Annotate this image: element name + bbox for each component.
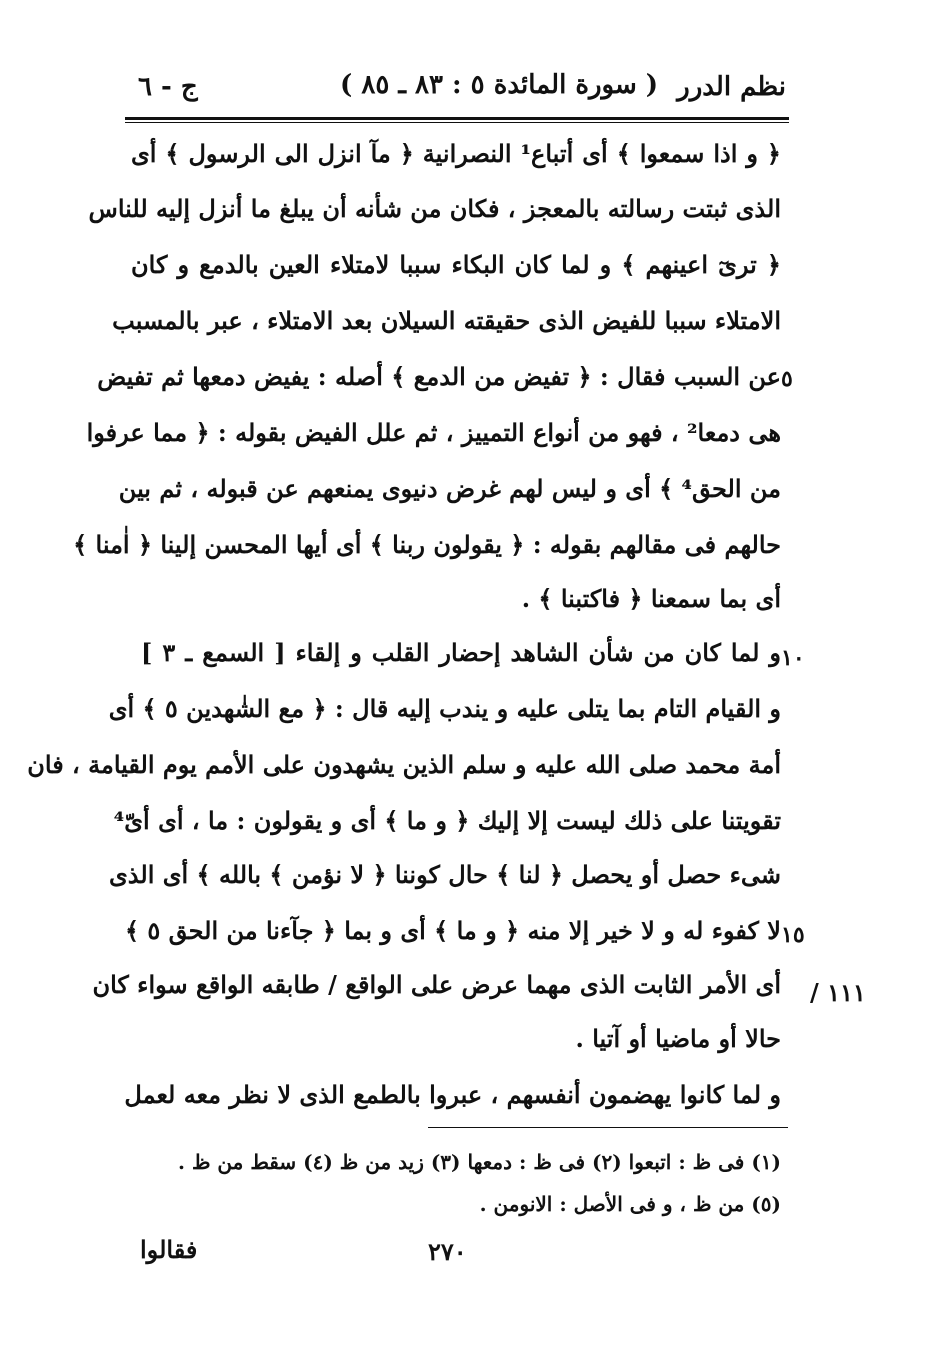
footnote-rule <box>428 1127 788 1128</box>
book-title: نظم الدرر <box>677 72 786 102</box>
text-line: ﴿ ترىٓ اعينهم ﴾ و لما كان البكاء سببا لامتلاء العين بالدمع و كان <box>131 250 781 279</box>
text-line: هى دمعا² ، فهو من أنواع التمييز ، ثم علل الفيض بقوله : ﴿ مما عرفوا <box>86 418 781 447</box>
text-line: حالا أو ماضيا أو آتيا . <box>575 1024 781 1053</box>
text-line: الذى ثبتت رسالته بالمعجز ، فكان من شأنه أن يبلغ ما أنزل إليه للناس <box>88 194 781 223</box>
text-line: و لما كانوا يهضمون أنفسهم ، عبروا بالطمع الذى لا نظر معه لعمل <box>124 1080 781 1109</box>
text-line: و لما كان من شأن الشاهد إحضار القلب و إلقاء [ السمع ـ ٣ ] <box>141 638 781 667</box>
text-line: لا كفوء له و لا خير إلا منه ﴿ و ما ﴾ أى و بما ﴿ جآءنا من الحق ٥ ﴾ <box>125 916 781 945</box>
footnote-line: (١) فى ظ : اتبعوا (٢) فى ظ : دمعها (٣) زيد من ظ (٤) سقط من ظ . <box>178 1150 781 1174</box>
text-line: عن السبب فقال : ﴿ تفيض من الدمع ﴾ أصله : يفيض دمعها ثم تفيض <box>97 362 781 391</box>
page-number: ٢٧٠ <box>428 1237 467 1266</box>
margin-folio-note: ١١١ / <box>810 978 866 1007</box>
volume-number: ج - ٦ <box>138 72 198 102</box>
header-rule-thin <box>125 122 789 123</box>
line-number: ١٥ <box>781 922 805 948</box>
text-line: شىء حصل أو يحصل ﴿ لنا ﴾ حال كوننا ﴿ لا نؤمن ﴾ بالله ﴾ أى الذى <box>109 860 781 889</box>
text-line: حالهم فى مقالهم بقوله : ﴿ يقولون ربنا ﴾ أى أيها المحسن إلينا ﴿ اٰمنا ﴾ <box>73 530 781 559</box>
text-line: أى الأمر الثابت الذى مهما عرض على الواقع / طابقه الواقع سواء كان <box>92 970 781 999</box>
text-line: و القيام التام بما يتلى عليه و يندب إليه قال : ﴿ مع الشٰهدين ٥ ﴾ أى <box>108 694 781 723</box>
line-number: ١٠ <box>781 645 805 671</box>
text-line: ﴿ و اذا سمعوا ﴾ أى أتباع¹ النصرانية ﴿ مآ انزل الى الرسول ﴾ أى <box>131 139 781 168</box>
text-line: تقويتنا على ذلك ليست إلا إليك ﴿ و ما ﴾ أى و يقولون : ما ، أى أىّ⁴ <box>113 806 781 835</box>
surah-reference: ( سورة المائدة ٥ : ٨٣ ـ ٨٥ ) <box>340 70 659 100</box>
text-line: أمة محمد صلى الله عليه و سلم الذين يشهدون على الأمم يوم القيامة ، فان <box>27 750 781 779</box>
text-line: من الحق⁴ ﴾ أى و ليس لهم غرض دنيوى يمنعهم عن قبوله ، ثم بين <box>118 474 781 503</box>
footnote-line: (٥) من ظ ، و فى الأصل : الانومن . <box>479 1192 781 1216</box>
text-line: الامتلاء سببا للفيض الذى حقيقته السيلان بعد الامتلاء ، عبر بالمسبب <box>112 306 781 335</box>
catchword: فقالوا <box>140 1235 198 1264</box>
header-rule <box>125 117 789 120</box>
text-line: أى بما سمعنا ﴿ فاكتبنا ﴾ . <box>521 584 781 613</box>
line-number: ٥ <box>781 366 793 392</box>
